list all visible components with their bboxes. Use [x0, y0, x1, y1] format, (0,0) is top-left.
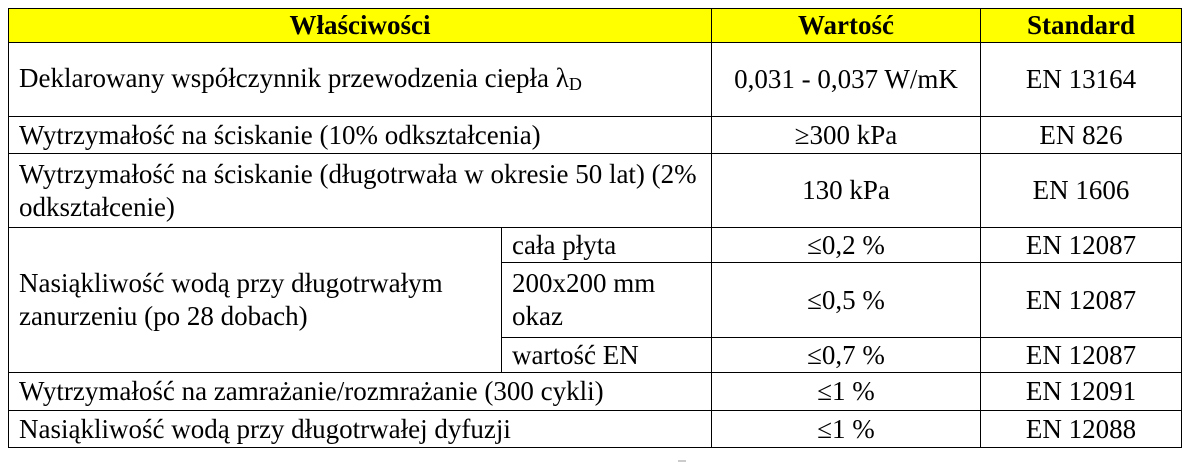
table-row [9, 154, 1182, 228]
standard-cell: EN 12087 [981, 263, 1182, 338]
property-cell [9, 43, 712, 117]
property-cell: Wytrzymałość na ściskanie (długotrwała w okresie 50 lat) (2% odkształcenie) [9, 154, 712, 228]
standard-cell: EN 12088 [981, 411, 1182, 448]
value-cell: ≥300 kPa [712, 117, 981, 154]
table-row [9, 117, 1182, 154]
property-text: Deklarowany współczynnik przewodzenia ciepła λ [19, 62, 569, 93]
property-cell: Wytrzymałość na ściskanie (10% odkształcenia) [9, 117, 712, 154]
value-cell: ≤0,7 % [712, 338, 981, 373]
header-row [9, 9, 1182, 43]
standard-cell: EN 12087 [981, 338, 1182, 373]
standard-cell: EN 12091 [981, 373, 1182, 411]
scan-artifact [678, 460, 686, 462]
standard-cell: EN 826 [981, 117, 1182, 154]
table-row [9, 373, 1182, 411]
property-cell: Nasiąkliwość wodą przy długotrwałym zanurzeniu (po 28 dobach) [9, 228, 502, 373]
header-property: Właściwości [9, 9, 712, 43]
value-cell: ≤1 % [712, 373, 981, 411]
standard-cell: EN 12087 [981, 228, 1182, 263]
property-cell: Wytrzymałość na zamrażanie/rozmrażanie (300 cykli) [9, 373, 712, 411]
table-row [9, 43, 1182, 117]
standard-cell: EN 1606 [981, 154, 1182, 228]
header-standard: Standard [981, 9, 1182, 43]
value-cell: 130 kPa [712, 154, 981, 228]
table-row [9, 228, 1182, 263]
condition-cell: 200x200 mm okaz [502, 263, 712, 338]
standard-cell: EN 13164 [981, 43, 1182, 117]
lambda-subscript: D [568, 73, 582, 94]
value-cell: 0,031 - 0,037 W/mK [712, 43, 981, 117]
condition-cell: wartość EN [502, 338, 712, 373]
properties-table [8, 8, 1182, 448]
value-cell: ≤0,2 % [712, 228, 981, 263]
value-cell: ≤1 % [712, 411, 981, 448]
value-cell: ≤0,5 % [712, 263, 981, 338]
property-cell: Nasiąkliwość wodą przy długotrwałej dyfuzji [9, 411, 712, 448]
table-row [9, 411, 1182, 448]
condition-cell: cała płyta [502, 228, 712, 263]
header-value: Wartość [712, 9, 981, 43]
